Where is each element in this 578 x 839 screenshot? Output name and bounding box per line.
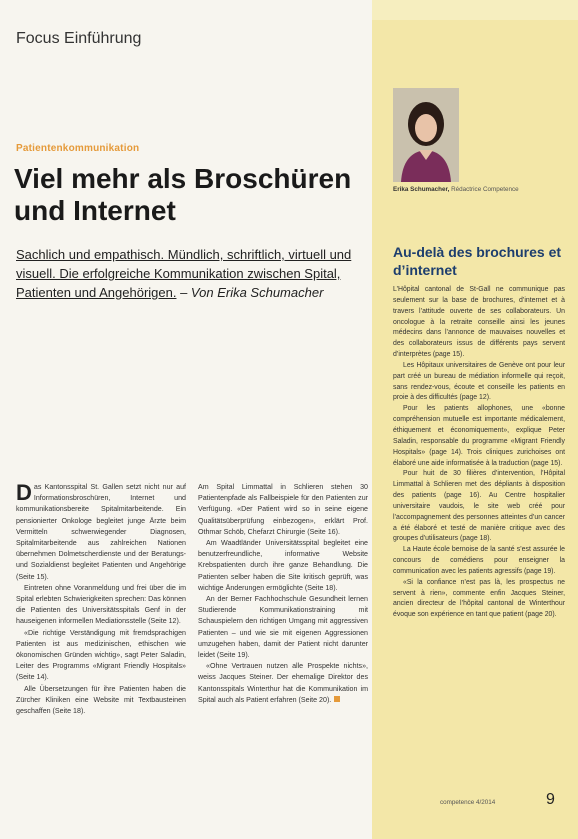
paragraph: Les Hôpitaux universitaires de Genève ont pour leur part créé un bureau de médiation informelle qui reçoit, sans rendez-vous, écoute et conseille les patients en proie à des difficultés (page 12). — [393, 361, 565, 402]
article-kicker: Patientenkommunikation — [16, 143, 140, 154]
dropcap: D — [16, 480, 32, 505]
paragraph: An der Berner Fachhochschule Gesundheit lernen Studierende Kommunikationstraining mit Schauspielern den richtigen Umgang mit aggressiven Patienten – und wie sie mit eigenen Aggressionen umzugehen haben, damit der Patient nicht darunter leidet (Seite 19). — [198, 595, 368, 660]
article-column-2 — [198, 482, 368, 706]
photo-caption — [393, 186, 519, 193]
paragraph: Pour huit de 30 filières d’intervention, l’Hôpital Limmattal à Schlieren met des dépliants à disposition des patients (page 16). Au Centre hospitalier universitaire vaudois, le site web créé pour l’accompagnement des personnes atteintes d’un cancer a été élaboré et testé de manière critique avec des groupes d’utilisateurs (page 18). — [393, 470, 565, 543]
paragraph-text: as Kantonsspital St. Gallen setzt nicht nur auf Informationsbroschüren, Internet und kommunikationsbereite Spitalmitarbeitende. Ein pensionierter Onkologe begleitet junge Ärzte beim Vermitteln schwerwiegender Diagnosen, Spitalmitarbeitende aus zahlreichen Nationen übernehmen Dolmetscherdienste und der Beratungs- und Sozialdienst begleitet Patienten und Angehörige (Seite 15). — [16, 483, 186, 581]
article-column-1 — [16, 482, 186, 717]
page-number: 9 — [546, 791, 555, 808]
section-label: Focus Einführung — [16, 30, 142, 47]
paragraph: Alle Übersetzungen für ihre Patienten haben die Zürcher Kliniken eine Website mit Textbausteinen geschaffen (Seite 18). — [16, 684, 186, 716]
sidebar-title: Au-delà des brochures et d’internet — [393, 244, 562, 278]
article-title: Viel mehr als Broschüren und Internet — [14, 163, 352, 226]
paragraph: Am Spital Limmattal in Schlieren stehen 30 Patientenpfade als Fallbeispiele für den Patienten zur Verfügung. «Der Patient wird so in seine eigene Qualitätsüberprüfung einbezogen», erklärt Prof. Othmar Schöb, Chefarzt Chirurgie (Seite 16). — [198, 483, 368, 536]
caption-role: Rédactrice Competence — [451, 186, 519, 193]
paragraph: «Si la confiance n’est pas là, les prospectus ne servent à rien», commente enfin Jacques Steiner, ancien directeur de l’hôpital cantonal de Winterthour évoque son expérience en tant que patient (page 20). — [393, 578, 565, 619]
paragraph: Pour les patients allophones, une «bonne compréhension mutuelle est importante médicalement, éthiquement et économiquement», explique Peter Saladin, responsable du programme «Migrant Friendly Hospitals» (page 14). Trois cliniques zurichoises ont élaboré une aide informatisée à la traduction (page 15). — [393, 405, 565, 467]
lead-text: Sachlich und empathisch. Mündlich, schriftlich, virtuell und visuell. Die erfolgreiche Kommunikation zwischen Spital, Patienten und Angehörigen. — [16, 247, 352, 300]
author-photo — [393, 88, 459, 182]
issue-label: competence 4/2014 — [440, 799, 496, 806]
paragraph: Am Waadtländer Universitätsspital begleitet eine benutzerfreundliche, informative Website Krebspatienten durch ihre ganze Behandlung. Die Patienten selber haben die Site kritisch geprüft, was wichtige Änderungen ermöglichte (Seite 18). — [198, 539, 368, 592]
paragraph: Eintreten ohne Voranmeldung und frei über die im Spital erlebten Schwierigkeiten sprechen: Das können die Patienten des Universitätsspitals Genf in der hauseigenen informellen Mediationsstelle (Seite 12). — [16, 583, 186, 626]
byline: – Von Erika Schumacher — [180, 285, 324, 300]
paragraph — [16, 482, 186, 583]
paragraph: La Haute école bernoise de la santé s’est assurée le concours de comédiens pour enseigner la communication avec les patients agressifs (page 19). — [393, 546, 565, 575]
paragraph-text: «Ohne Vertrauen nutzen alle Prospekte nichts», weiss Jacques Steiner. Der ehemalige Direktor des Kantonsspitals Winterthur hat die Kommunikation im Spital auch als Patient erfahren (Seite 20). — [198, 662, 368, 704]
caption-name: Erika Schumacher, — [393, 186, 450, 193]
portrait-illustration — [393, 88, 459, 182]
paragraph: «Die richtige Verständigung mit fremdsprachigen Patienten ist aus medizinischen, ethischen wie ökonomischen Gründen wichtig», sagt Peter Saladin, Leiter des Programms «Migrant Friendly Hospitals» (Seite 14). — [16, 628, 186, 682]
sidebar-text — [393, 285, 565, 621]
paragraph: L’Hôpital cantonal de St-Gall ne communique pas seulement sur la base de brochures, d’internet et à travers l’attitude ouverte de ses collaborateurs. Un oncologue à la retraite conseille ainsi les jeunes médecins dans l’annonce de mauvaises nouvelles et des collaborateurs issus de différents pays servent d’interprètes (page 15). — [393, 286, 565, 359]
paragraph — [198, 661, 368, 706]
article-lead — [16, 245, 368, 302]
end-mark-icon — [334, 696, 340, 702]
sidebar-top-strip — [372, 0, 578, 20]
